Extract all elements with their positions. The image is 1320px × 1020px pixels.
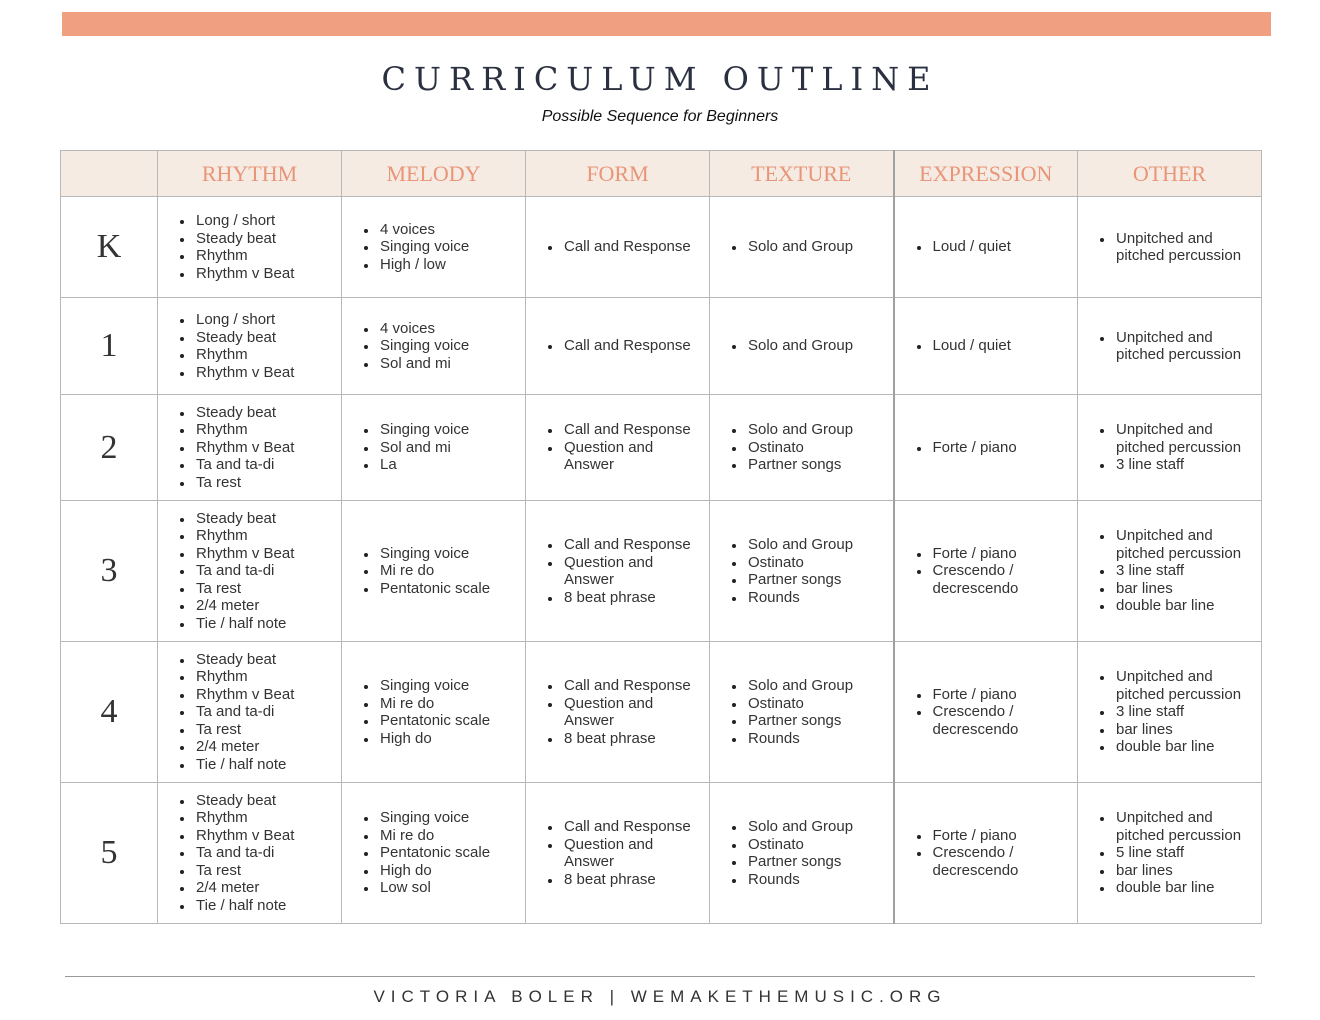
list-item: • 8 beat phrase	[562, 730, 703, 748]
other-cell	[1078, 197, 1262, 298]
list-item: • Mi re do	[378, 562, 519, 580]
bullet-list	[158, 792, 341, 915]
bullet-list	[526, 238, 709, 256]
bullet-list	[1078, 230, 1261, 265]
bullet-list	[710, 238, 893, 256]
rhythm-cell	[158, 642, 342, 783]
expression-cell	[894, 197, 1078, 298]
list-item: • double bar line	[1114, 738, 1255, 756]
bullet-list	[526, 818, 709, 888]
list-item: • Forte / piano	[931, 686, 1072, 704]
list-item: • 5 line staff	[1114, 844, 1255, 862]
list-item: • Long / short	[194, 311, 335, 329]
bullet-list	[895, 238, 1078, 256]
list-item: • Rounds	[746, 730, 887, 748]
list-item: • Unpitched and pitched percussion	[1114, 527, 1255, 562]
list-item: • Ta and ta-di	[194, 456, 335, 474]
list-item: • Call and Response	[562, 536, 703, 554]
bullet-list	[526, 677, 709, 747]
list-item: • Rhythm	[194, 421, 335, 439]
list-item: • 4 voices	[378, 221, 519, 239]
list-item: • High do	[378, 862, 519, 880]
table-row	[61, 783, 1262, 924]
header-rhythm: RHYTHM	[158, 151, 342, 197]
list-item: • Loud / quiet	[931, 238, 1072, 256]
bullet-list	[158, 311, 341, 381]
bullet-list	[526, 337, 709, 355]
bullet-list	[342, 545, 525, 598]
list-item: • Rhythm	[194, 527, 335, 545]
form-cell	[526, 395, 710, 501]
rhythm-cell	[158, 197, 342, 298]
list-item: • Sol and mi	[378, 439, 519, 457]
header-corner	[61, 151, 158, 197]
form-cell	[526, 298, 710, 395]
accent-bar	[62, 12, 1271, 36]
list-item: • Crescendo / decrescendo	[931, 703, 1072, 738]
other-cell	[1078, 783, 1262, 924]
melody-cell	[342, 501, 526, 642]
bullet-list	[710, 536, 893, 606]
list-item: • Singing voice	[378, 337, 519, 355]
other-cell	[1078, 642, 1262, 783]
list-item: • Sol and mi	[378, 355, 519, 373]
list-item: • Call and Response	[562, 421, 703, 439]
list-item: • Steady beat	[194, 230, 335, 248]
expression-cell	[894, 783, 1078, 924]
list-item: • Ta rest	[194, 862, 335, 880]
other-cell	[1078, 298, 1262, 395]
list-item: • Rhythm v Beat	[194, 364, 335, 382]
list-item: • Singing voice	[378, 421, 519, 439]
texture-cell	[710, 642, 894, 783]
form-cell	[526, 501, 710, 642]
form-cell	[526, 197, 710, 298]
list-item: • Solo and Group	[746, 421, 887, 439]
other-cell	[1078, 395, 1262, 501]
list-item: • Ostinato	[746, 554, 887, 572]
list-item: • Question and Answer	[562, 836, 703, 871]
table-row	[61, 395, 1262, 501]
list-item: • Solo and Group	[746, 536, 887, 554]
footer-credit: VICTORIA BOLER | WEMAKETHEMUSIC.ORG	[373, 987, 947, 1006]
list-item: • bar lines	[1114, 862, 1255, 880]
list-item: • Ta and ta-di	[194, 562, 335, 580]
list-item: • Forte / piano	[931, 545, 1072, 563]
list-item: • Rhythm v Beat	[194, 545, 335, 563]
list-item: • bar lines	[1114, 580, 1255, 598]
bullet-list	[710, 818, 893, 888]
grade-label: 4	[61, 642, 158, 783]
bullet-list	[342, 677, 525, 747]
list-item: • Rhythm	[194, 668, 335, 686]
bullet-list	[895, 827, 1078, 880]
footer-divider	[65, 976, 1255, 977]
list-item: • Call and Response	[562, 677, 703, 695]
list-item: • Rhythm v Beat	[194, 686, 335, 704]
list-item: • Steady beat	[194, 651, 335, 669]
list-item: • Question and Answer	[562, 695, 703, 730]
bullet-list	[710, 677, 893, 747]
list-item: • 8 beat phrase	[562, 871, 703, 889]
list-item: • Tie / half note	[194, 615, 335, 633]
list-item: • Ostinato	[746, 695, 887, 713]
bullet-list	[342, 320, 525, 373]
bullet-list	[1078, 421, 1261, 474]
other-cell	[1078, 501, 1262, 642]
list-item: • Crescendo / decrescendo	[931, 844, 1072, 879]
bullet-list	[526, 421, 709, 474]
texture-cell	[710, 197, 894, 298]
rhythm-cell	[158, 395, 342, 501]
bullet-list	[158, 404, 341, 492]
list-item: • Ostinato	[746, 439, 887, 457]
list-item: • Low sol	[378, 879, 519, 897]
list-item: • Forte / piano	[931, 827, 1072, 845]
list-item: • Pentatonic scale	[378, 712, 519, 730]
list-item: • Solo and Group	[746, 337, 887, 355]
list-item: • Partner songs	[746, 853, 887, 871]
list-item: • 4 voices	[378, 320, 519, 338]
page-subtitle: Possible Sequence for Beginners	[541, 108, 779, 125]
bullet-list	[158, 510, 341, 633]
list-item: • Partner songs	[746, 456, 887, 474]
table-row	[61, 197, 1262, 298]
header-melody: MELODY	[342, 151, 526, 197]
bullet-list	[1078, 809, 1261, 897]
melody-cell	[342, 298, 526, 395]
bullet-list	[158, 212, 341, 282]
bullet-list	[1078, 527, 1261, 615]
list-item: • Question and Answer	[562, 554, 703, 589]
list-item: • Solo and Group	[746, 238, 887, 256]
list-item: • double bar line	[1114, 597, 1255, 615]
grade-label: 5	[61, 783, 158, 924]
expression-cell	[894, 298, 1078, 395]
bullet-list	[895, 686, 1078, 739]
list-item: • Call and Response	[562, 238, 703, 256]
bullet-list	[895, 545, 1078, 598]
list-item: • Pentatonic scale	[378, 844, 519, 862]
list-item: • Ta rest	[194, 721, 335, 739]
list-item: • 2/4 meter	[194, 597, 335, 615]
list-item: • Ostinato	[746, 836, 887, 854]
list-item: • Solo and Group	[746, 818, 887, 836]
list-item: • Partner songs	[746, 571, 887, 589]
list-item: • 2/4 meter	[194, 738, 335, 756]
list-item: • 3 line staff	[1114, 562, 1255, 580]
grade-label: K	[61, 197, 158, 298]
list-item: • Long / short	[194, 212, 335, 230]
list-item: • Unpitched and pitched percussion	[1114, 421, 1255, 456]
header-texture: TEXTURE	[710, 151, 894, 197]
list-item: • Rhythm v Beat	[194, 265, 335, 283]
melody-cell	[342, 395, 526, 501]
bullet-list	[895, 439, 1078, 457]
rhythm-cell	[158, 783, 342, 924]
list-item: • Rounds	[746, 589, 887, 607]
expression-cell	[894, 501, 1078, 642]
bullet-list	[895, 337, 1078, 355]
grade-label: 2	[61, 395, 158, 501]
list-item: • double bar line	[1114, 879, 1255, 897]
table-row	[61, 501, 1262, 642]
list-item: • Forte / piano	[931, 439, 1072, 457]
bullet-list	[342, 221, 525, 274]
list-item: • Ta and ta-di	[194, 844, 335, 862]
list-item: • La	[378, 456, 519, 474]
bullet-list	[342, 809, 525, 897]
list-item: • Steady beat	[194, 404, 335, 422]
table-row	[61, 298, 1262, 395]
bullet-list	[1078, 668, 1261, 756]
list-item: • High do	[378, 730, 519, 748]
melody-cell	[342, 783, 526, 924]
list-item: • Steady beat	[194, 329, 335, 347]
list-item: • Unpitched and pitched percussion	[1114, 230, 1255, 265]
list-item: • Unpitched and pitched percussion	[1114, 668, 1255, 703]
list-item: • Crescendo / decrescendo	[931, 562, 1072, 597]
list-item: • Partner songs	[746, 712, 887, 730]
list-item: • Rhythm	[194, 247, 335, 265]
list-item: • Singing voice	[378, 677, 519, 695]
list-item: • Unpitched and pitched percussion	[1114, 809, 1255, 844]
list-item: • Steady beat	[194, 792, 335, 810]
list-item: • 2/4 meter	[194, 879, 335, 897]
bullet-list	[710, 337, 893, 355]
list-item: • Tie / half note	[194, 897, 335, 915]
list-item: • Rounds	[746, 871, 887, 889]
list-item: • Loud / quiet	[931, 337, 1072, 355]
expression-cell	[894, 642, 1078, 783]
table-row	[61, 642, 1262, 783]
bullet-list	[158, 651, 341, 774]
list-item: • Rhythm	[194, 809, 335, 827]
bullet-list	[1078, 329, 1261, 364]
rhythm-cell	[158, 298, 342, 395]
list-item: • 3 line staff	[1114, 456, 1255, 474]
header-row	[61, 151, 1262, 197]
texture-cell	[710, 783, 894, 924]
list-item: • Rhythm	[194, 346, 335, 364]
list-item: • Call and Response	[562, 337, 703, 355]
texture-cell	[710, 395, 894, 501]
list-item: • Rhythm v Beat	[194, 439, 335, 457]
list-item: • Tie / half note	[194, 756, 335, 774]
page-title: CURRICULUM OUTLINE	[381, 60, 939, 98]
rhythm-cell	[158, 501, 342, 642]
grade-label: 3	[61, 501, 158, 642]
list-item: • Singing voice	[378, 238, 519, 256]
list-item: • Question and Answer	[562, 439, 703, 474]
texture-cell	[710, 298, 894, 395]
list-item: • Mi re do	[378, 827, 519, 845]
list-item: • Ta rest	[194, 474, 335, 492]
texture-cell	[710, 501, 894, 642]
melody-cell	[342, 642, 526, 783]
grade-label: 1	[61, 298, 158, 395]
list-item: • High / low	[378, 256, 519, 274]
list-item: • Ta and ta-di	[194, 703, 335, 721]
list-item: • Singing voice	[378, 545, 519, 563]
melody-cell	[342, 197, 526, 298]
expression-cell	[894, 395, 1078, 501]
list-item: • Mi re do	[378, 695, 519, 713]
curriculum-table	[60, 150, 1262, 924]
list-item: • Pentatonic scale	[378, 580, 519, 598]
bullet-list	[342, 421, 525, 474]
list-item: • Ta rest	[194, 580, 335, 598]
form-cell	[526, 642, 710, 783]
list-item: • Rhythm v Beat	[194, 827, 335, 845]
list-item: • Steady beat	[194, 510, 335, 528]
header-other: OTHER	[1078, 151, 1262, 197]
list-item: • Unpitched and pitched percussion	[1114, 329, 1255, 364]
bullet-list	[710, 421, 893, 474]
list-item: • Call and Response	[562, 818, 703, 836]
list-item: • bar lines	[1114, 721, 1255, 739]
list-item: • Singing voice	[378, 809, 519, 827]
list-item: • Solo and Group	[746, 677, 887, 695]
list-item: • 8 beat phrase	[562, 589, 703, 607]
header-expression: EXPRESSION	[894, 151, 1078, 197]
bullet-list	[526, 536, 709, 606]
header-form: FORM	[526, 151, 710, 197]
form-cell	[526, 783, 710, 924]
list-item: • 3 line staff	[1114, 703, 1255, 721]
